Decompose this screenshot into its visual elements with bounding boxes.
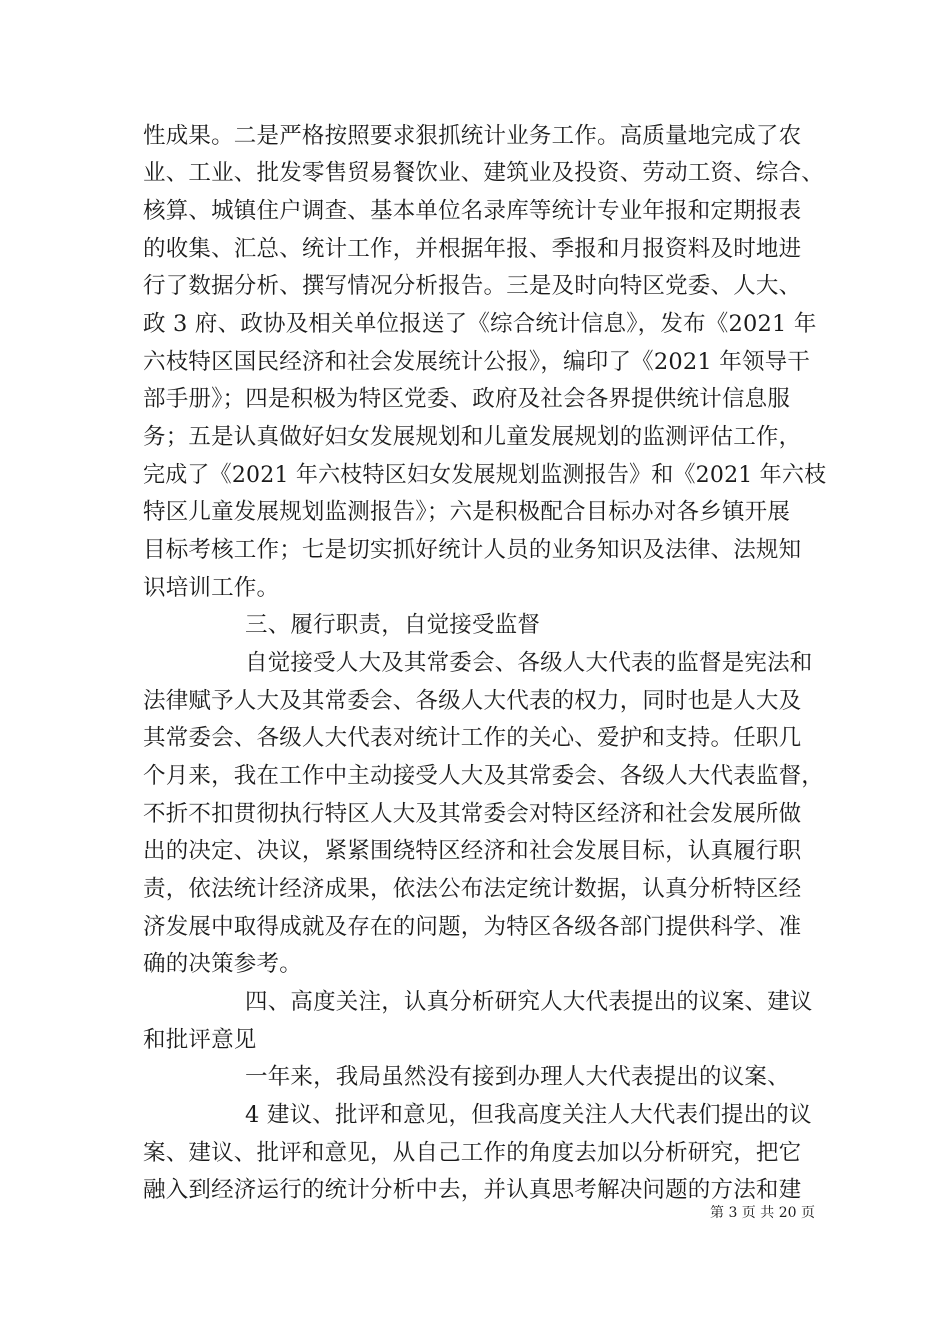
body-text-line: 的收集、汇总、统计工作，并根据年报、季报和月报资料及时地进 [143,236,802,262]
body-text-line: 部手册》；四是积极为特区党委、政府及社会各界提供统计信息服 [143,386,791,412]
body-text-line: 政 3 府、政协及相关单位报送了《综合统计信息》，发布《2021 年 [143,311,817,337]
body-text-line: 案、建议、批评和意见，从自己工作的角度去加以分析研究，把它 [143,1140,802,1166]
body-text-line: 个月来，我在工作中主动接受人大及其常委会、各级人大代表监督， [143,763,825,789]
body-text-line: 核算、城镇住户调查、基本单位名录库等统计专业年报和定期报表 [143,198,802,224]
body-text-line: 特区儿童发展规划监测报告》；六是积极配合目标办对各乡镇开展 [143,499,791,525]
body-text-line: 性成果。二是严格按照要求狠抓统计业务工作。高质量地完成了农 [143,123,802,149]
body-text-line: 一年来，我局虽然没有接到办理人大代表提出的议案、 [245,1064,790,1090]
body-text-line: 融入到经济运行的统计分析中去，并认真思考解决问题的方法和建 [143,1177,802,1203]
section-heading-continued: 和批评意见 [143,1027,257,1053]
body-text-line: 目标考核工作；七是切实抓好统计人员的业务知识及法律、法规知 [143,537,802,563]
body-text-line: 自觉接受人大及其常委会、各级人大代表的监督是宪法和 [245,650,813,676]
section-heading: 三、履行职责，自觉接受监督 [245,612,541,638]
body-text-line: 确的决策参考。 [143,951,302,977]
body-text-line: 责，依法统计经济成果，依法公布法定统计数据，认真分析特区经 [143,876,802,902]
body-text-line: 不折不扣贯彻执行特区人大及其常委会对特区经济和社会发展所做 [143,801,802,827]
body-text-line: 出的决定、决议，紧紧围绕特区经济和社会发展目标，认真履行职 [143,838,802,864]
body-text-line: 法律赋予人大及其常委会、各级人大代表的权力，同时也是人大及 [143,688,802,714]
body-text-line: 济发展中取得成就及存在的问题，为特区各级各部门提供科学、准 [143,914,802,940]
body-text-line: 业、工业、批发零售贸易餐饮业、建筑业及投资、劳动工资、综合、 [143,160,825,186]
body-text-line: 行了数据分析、撰写情况分析报告。三是及时向特区党委、人大、 [143,273,802,299]
section-heading: 四、高度关注，认真分析研究人大代表提出的议案、建议 [245,989,813,1015]
body-text-line: 六枝特区国民经济和社会发展统计公报》，编印了《2021 年领导干 [143,349,811,375]
body-text-line: 识培训工作。 [143,575,280,601]
body-text-line: 其常委会、各级人大代表对统计工作的关心、爱护和支持。任职几 [143,725,802,751]
body-text-line: 务；五是认真做好妇女发展规划和儿童发展规划的监测评估工作， [143,424,802,450]
body-text-line: 4 建议、批评和意见，但我高度关注人大代表们提出的议 [245,1102,812,1128]
page-number-footer: 第 3 页 共 20 页 [710,1205,815,1221]
body-text-line: 完成了《2021 年六枝特区妇女发展规划监测报告》和《2021 年六枝 [143,462,827,488]
